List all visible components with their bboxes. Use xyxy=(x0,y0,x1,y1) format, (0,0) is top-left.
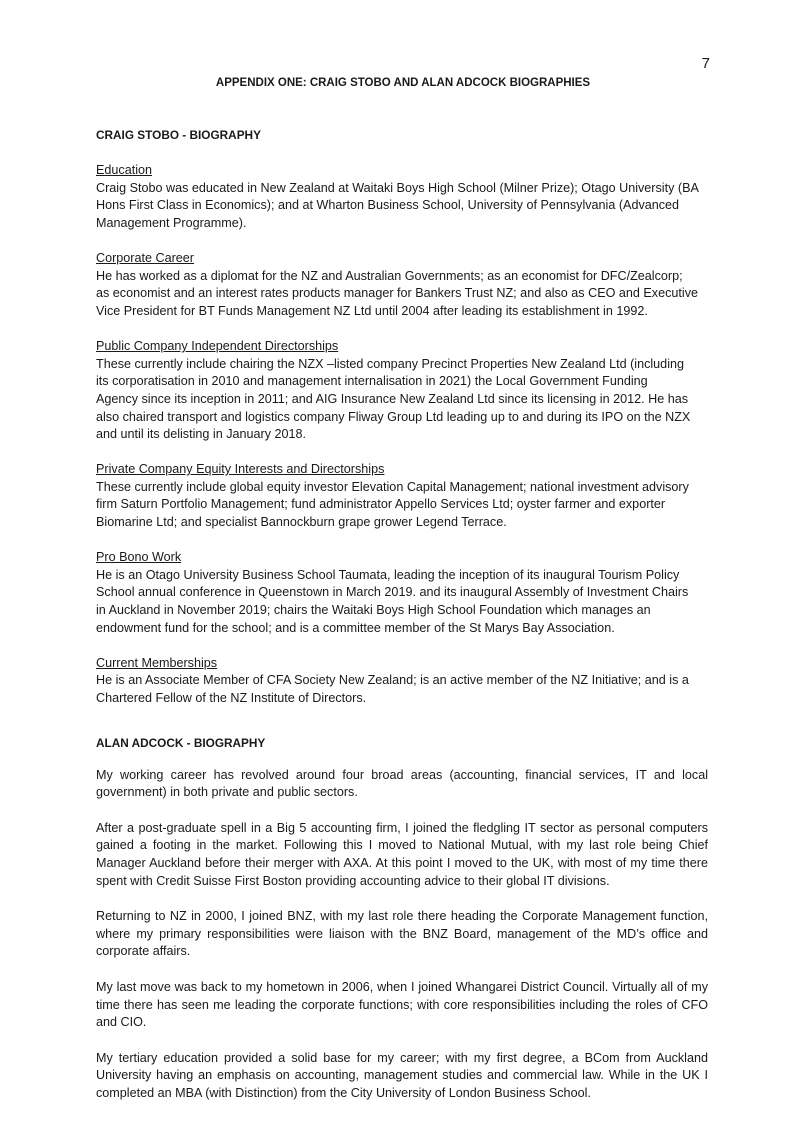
public-directorships-line: its corporatisation in 2010 and management internalisation in 2021) the Local Government Funding xyxy=(96,374,648,389)
private-equity-line: Biomarine Ltd; and specialist Bannockburn grape grower Legend Terrace. xyxy=(96,515,507,530)
public-directorships-line: Agency since its inception in 2011; and AIG Insurance New Zealand Ltd since its licensing in 2012. He has xyxy=(96,391,689,406)
education-paragraph: My tertiary education provided a solid base for my career; with my first degree, a BCom from Auckland University having an emphasis on accounting, management studies and commercial law. While in the UK I completed an MBA (with Distinction) from the City University of London Business School. xyxy=(96,1050,708,1100)
pro-bono-section xyxy=(96,549,708,637)
alan-adcock-biography xyxy=(96,735,708,1121)
education-section xyxy=(96,162,708,232)
craig-stobo-biography xyxy=(96,127,708,725)
memberships-line: He is an Associate Member of CFA Society New Zealand; is an active member of the NZ Initiative; and is a xyxy=(96,673,689,688)
memberships-heading: Current Memberships xyxy=(96,655,218,670)
memberships-section xyxy=(96,655,708,708)
early-career-paragraph: After a post-graduate spell in a Big 5 accounting firm, I joined the fledgling IT sector as personal computers gained a footing in the market. Following this I moved to National Mutual, with my last role being Chief Manager Auckland before their merger with AXA. At this point I moved to the UK, with most of my time there spent with Credit Suisse First Boston providing accounting advice to their global IT divisions. xyxy=(96,820,708,888)
page-number: 7 xyxy=(701,55,710,72)
appendix-title: APPENDIX ONE: CRAIG STOBO AND ALAN ADCOCK BIOGRAPHIES xyxy=(215,77,591,89)
public-directorships-heading: Public Company Independent Directorships xyxy=(96,339,339,354)
pro-bono-line: School annual conference in Queenstown in March 2019. and its inaugural Assembly of Investment Chairs xyxy=(96,585,689,600)
bnz-paragraph: Returning to NZ in 2000, I joined BNZ, with my last role there heading the Corporate Management function, where my primary responsibilities were liaison with the BNZ Board, management of the MD’s office and corporate affairs. xyxy=(96,909,708,959)
education-line: Management Programme). xyxy=(96,215,247,230)
education-line: Hons First Class in Economics); and at Wharton Business School, University of Pennsylvania (Advanced xyxy=(96,198,680,213)
public-directorships-line: and until its delisting in January 2018. xyxy=(96,427,307,442)
private-equity-section xyxy=(96,461,708,531)
pro-bono-line: in Auckland in November 2019; chairs the Waitaki Boys High School Foundation which manages an xyxy=(96,603,651,618)
corporate-career-line: Vice President for BT Funds Management NZ Ltd until 2004 after leading its establishment in 1992. xyxy=(96,303,648,318)
corporate-career-section xyxy=(96,250,708,320)
private-equity-line: These currently include global equity investor Elevation Capital Management; national investment advisory xyxy=(96,479,689,494)
whangarei-paragraph: My last move was back to my hometown in 2006, when I joined Whangarei District Council. Virtually all of my time there has seen me leading the corporate functions; with core responsibilities including the roles of CFO and CIO. xyxy=(96,979,708,1030)
pro-bono-line: He is an Otago University Business School Taumata, leading the inception of its inaugural Tourism Policy xyxy=(96,567,680,582)
pro-bono-heading: Pro Bono Work xyxy=(96,550,182,565)
public-directorships-section xyxy=(96,338,708,444)
education-line: Craig Stobo was educated in New Zealand at Waitaki Boys High School (Milner Prize); Otago University (BA xyxy=(96,180,699,195)
corporate-career-heading: Corporate Career xyxy=(96,251,194,266)
public-directorships-line: also chaired transport and logistics company Fliway Group Ltd leading up to and during its IPO on the NZX xyxy=(96,409,691,424)
career-overview-paragraph: My working career has revolved around four broad areas (accounting, financial services, IT and local government) in both private and public sectors. xyxy=(96,767,708,800)
public-directorships-line: These currently include chairing the NZX –listed company Precinct Properties New Zealand Ltd (including xyxy=(96,356,684,371)
corporate-career-line: as economist and an interest rates products manager for Bankers Trust NZ; and also as CEO and Executive xyxy=(96,286,698,301)
corporate-career-line: He has worked as a diplomat for the NZ and Australian Governments; as an economist for DFC/Zealcorp; xyxy=(96,268,683,283)
education-heading: Education xyxy=(96,163,153,178)
private-equity-heading: Private Company Equity Interests and Directorships xyxy=(96,462,385,477)
alan-biography-title: ALAN ADCOCK - BIOGRAPHY xyxy=(96,736,266,750)
memberships-line: Chartered Fellow of the NZ Institute of Directors. xyxy=(96,691,367,705)
private-equity-line: firm Saturn Portfolio Management; fund administrator Appello Services Ltd; oyster farmer and exporter xyxy=(96,497,666,512)
pro-bono-line: endowment fund for the school; and is a committee member of the St Marys Bay Association. xyxy=(96,620,615,635)
craig-biography-title: CRAIG STOBO - BIOGRAPHY xyxy=(96,128,261,142)
